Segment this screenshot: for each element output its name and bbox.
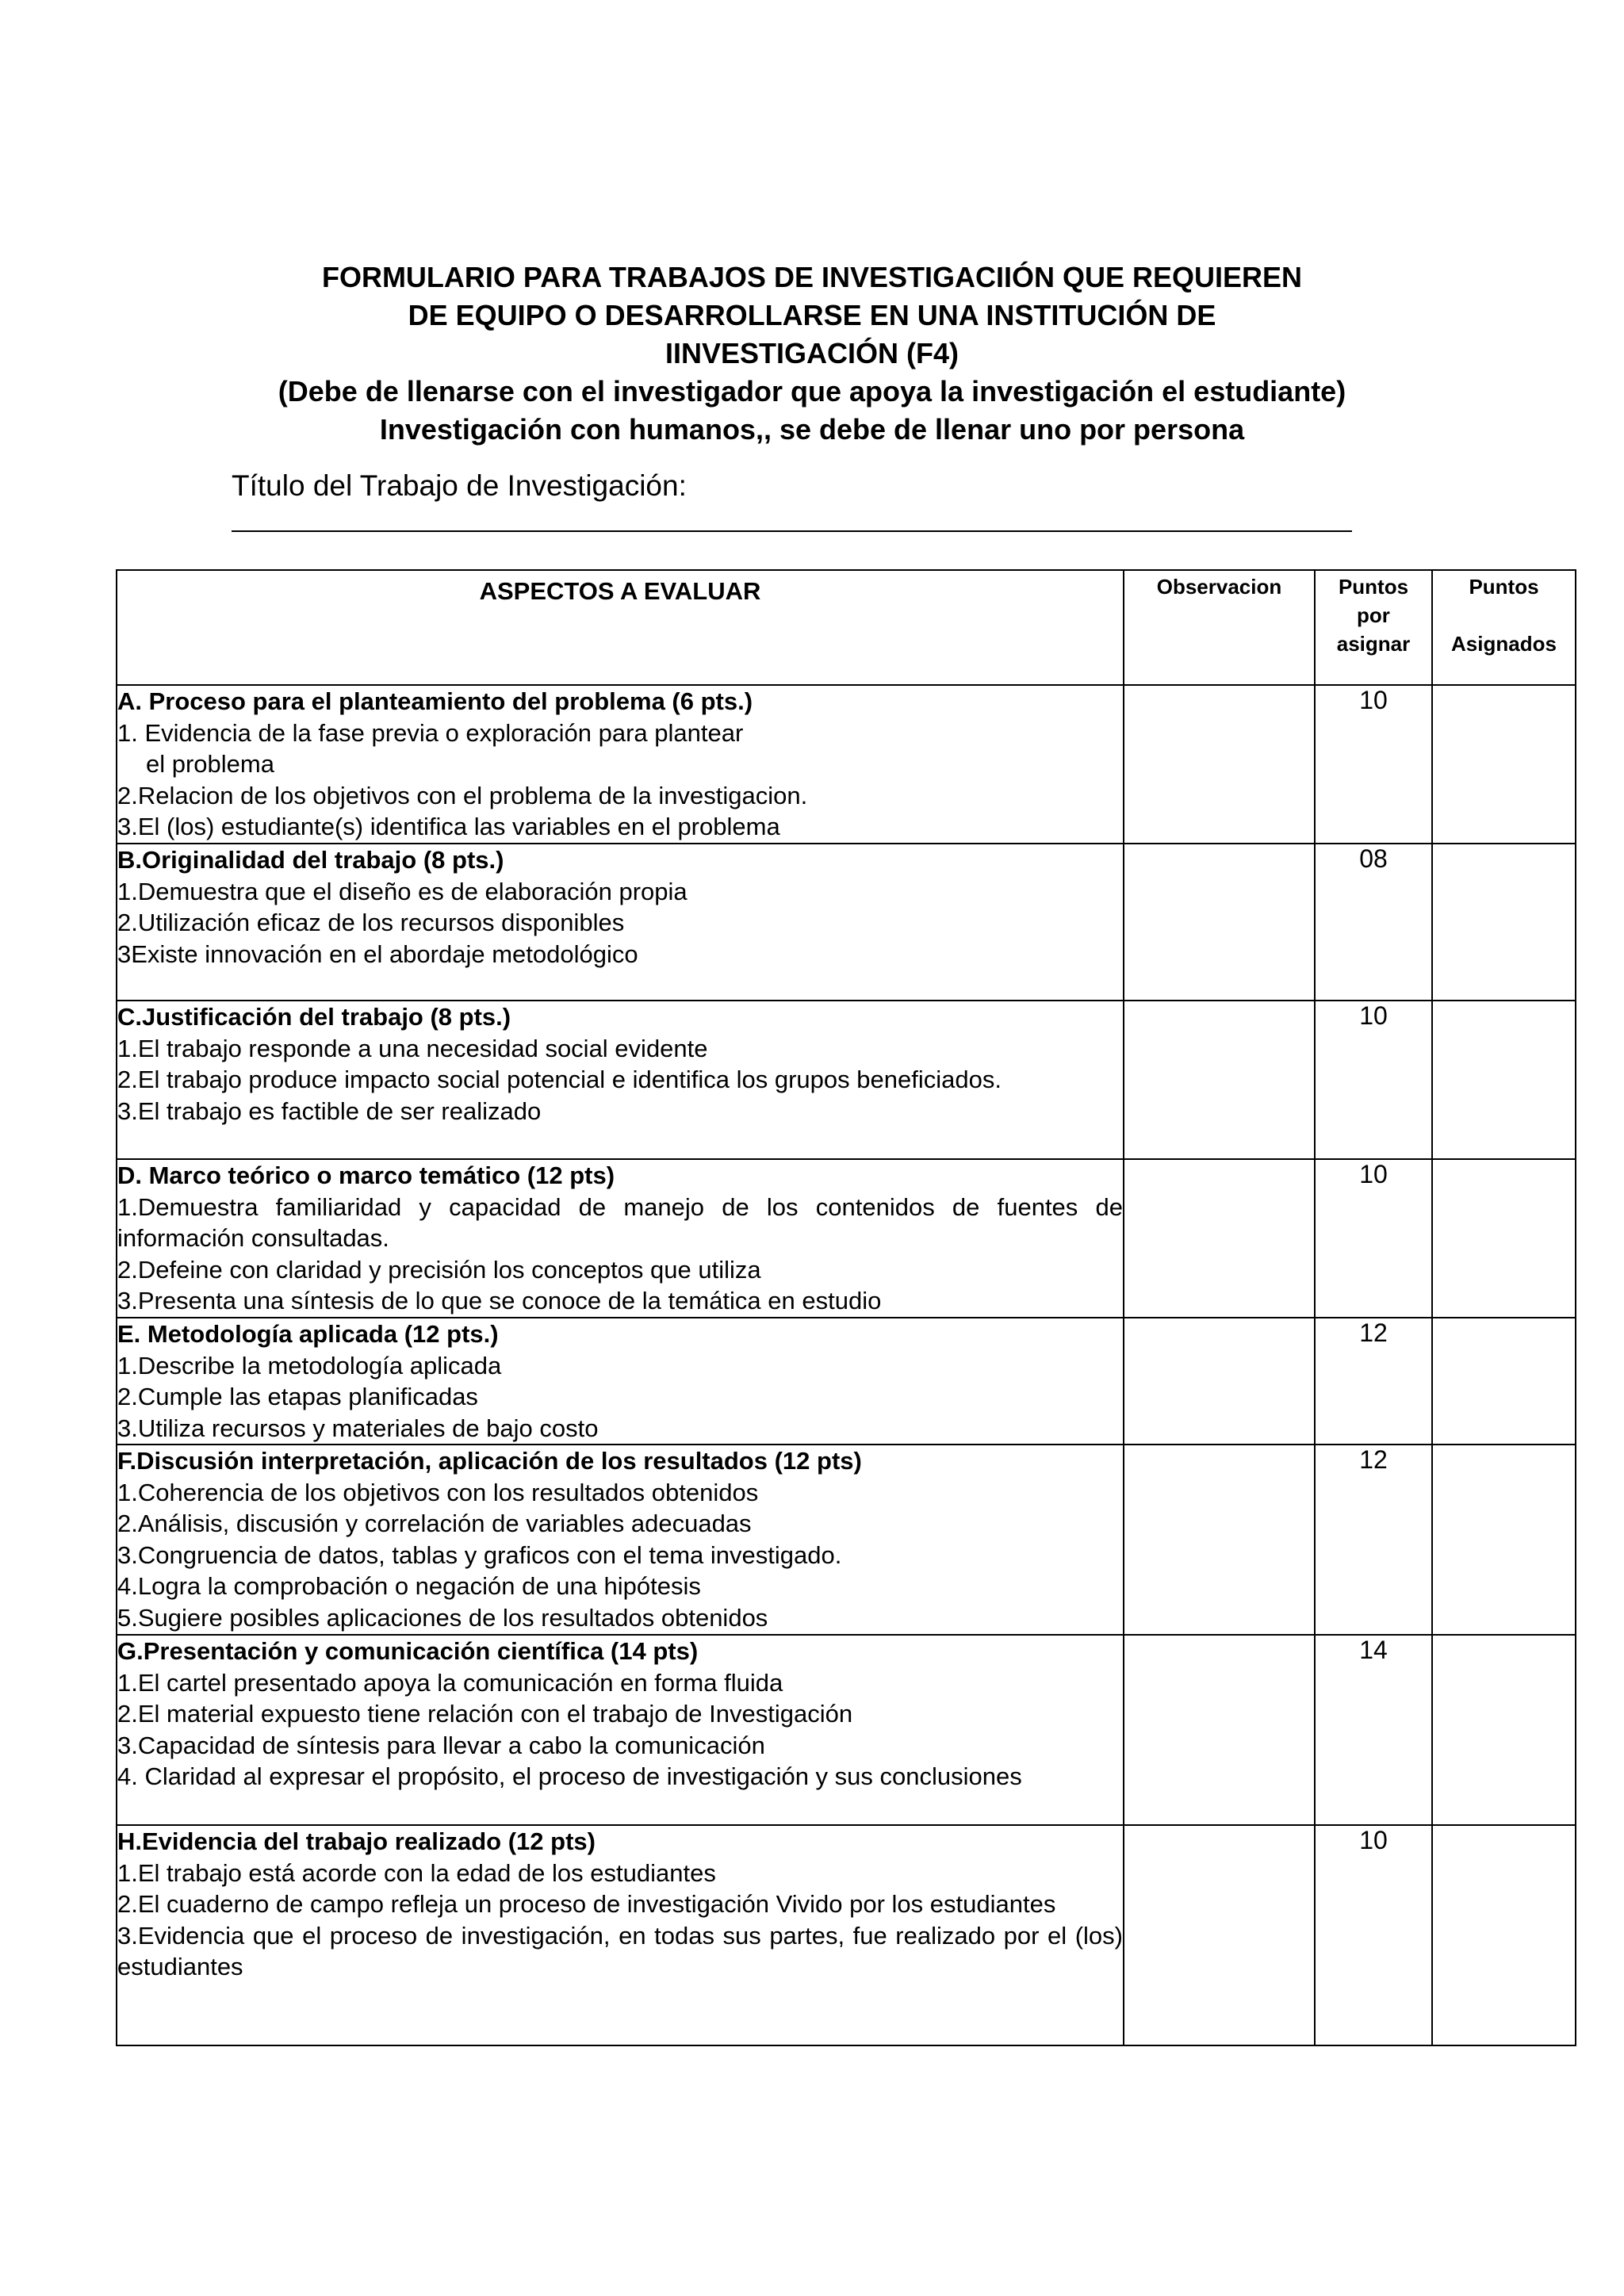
criterion-f [117, 1445, 1124, 1635]
table-row [117, 1318, 1576, 1445]
research-title-label: Título del Trabajo de Investigación: [232, 469, 687, 502]
criterion-title: D. Marco teórico o marco temático (12 pts) [117, 1161, 615, 1189]
criterion-item: 3.El trabajo es factible de ser realizado [117, 1096, 542, 1125]
criterion-item: 3Existe innovación en el abordaje metodológico [117, 939, 638, 968]
criterion-title: B.Originalidad del trabajo (8 pts.) [117, 846, 504, 874]
criterion-item: 4. Claridad al expresar el propósito, el proceso de investigación y sus conclusiones [117, 1762, 1022, 1790]
puntos-asignar-header [1315, 570, 1432, 685]
table-row [117, 1635, 1576, 1825]
criterion-item: 1. Evidencia de la fase previa o exploración para plantear [117, 718, 744, 747]
heading-line-4: (Debe de llenarse con el investigador que apoya la investigación el estudiante) [278, 375, 1346, 408]
points-to-assign: 10 [1315, 1159, 1432, 1318]
table-row [117, 685, 1576, 844]
criterion-c [117, 1001, 1124, 1159]
heading-line-5: Investigación con humanos,, se debe de llenar uno por persona [379, 413, 1245, 446]
criterion-title: F.Discusión interpretación, aplicación de los resultados (12 pts) [117, 1447, 862, 1475]
assigned-points-cell[interactable] [1432, 1825, 1576, 2045]
table-row [117, 844, 1576, 1001]
criterion-item: 2.Utilización eficaz de los recursos disponibles [117, 909, 625, 936]
criterion-item: 3.Evidencia que el proceso de investigación, en todas sus partes, fue realizado por el (los) estudiantes [117, 1921, 1123, 1980]
criterion-item: 3.El (los) estudiante(s) identifica las variables en el problema [117, 813, 780, 840]
assigned-points-cell[interactable] [1432, 1001, 1576, 1159]
criterion-item: 3.Utiliza recursos y materiales de bajo costo [117, 1414, 599, 1442]
criterion-item: 1.Demuestra que el diseño es de elaboración propia [117, 877, 688, 905]
criterion-title: E. Metodología aplicada (12 pts.) [117, 1320, 499, 1348]
criterion-title: H.Evidencia del trabajo realizado (12 pts) [117, 1827, 596, 1855]
criterion-item: 1.Coherencia de los objetivos con los resultados obtenidos [117, 1478, 759, 1506]
observacion-header [1124, 570, 1315, 685]
observation-cell[interactable] [1124, 1635, 1315, 1825]
observation-cell[interactable] [1124, 1825, 1315, 2045]
criterion-item: 1.El trabajo responde a una necesidad social evidente [117, 1034, 708, 1062]
observation-cell[interactable] [1124, 1318, 1315, 1445]
evaluation-table [116, 569, 1576, 2046]
assigned-points-cell[interactable] [1432, 1635, 1576, 1825]
points-to-assign: 14 [1315, 1635, 1432, 1825]
puntos-asignar-line-2: por [1357, 603, 1390, 627]
observacion-header-label: Observacion [1156, 575, 1282, 599]
heading-line-3: IINVESTIGACIÓN (F4) [665, 337, 959, 369]
criterion-item: 2.El trabajo produce impacto social potencial e identifica los grupos beneficiados. [117, 1066, 1002, 1093]
assigned-points-cell[interactable] [1432, 1445, 1576, 1635]
puntos-asignados-line-2: Asignados [1451, 632, 1557, 656]
criterion-b [117, 844, 1124, 1001]
criterion-item: 4.Logra la comprobación o negación de una hipótesis [117, 1572, 701, 1600]
criterion-item: 3.Presenta una síntesis de lo que se conoce de la temática en estudio [117, 1287, 882, 1314]
table-row [117, 1445, 1576, 1635]
points-to-assign: 08 [1315, 844, 1432, 1001]
criterion-d [117, 1159, 1124, 1318]
criterion-item: 1.El trabajo está acorde con la edad de los estudiantes [117, 1858, 716, 1887]
points-to-assign: 12 [1315, 1445, 1432, 1635]
criterion-item: el problema [146, 750, 274, 778]
points-to-assign: 10 [1315, 1001, 1432, 1159]
criterion-item: 1.Describe la metodología aplicada [117, 1351, 502, 1380]
points-to-assign: 10 [1315, 685, 1432, 844]
research-title-field[interactable] [232, 530, 1352, 532]
criterion-item: 1.El cartel presentado apoya la comunicación en forma fluida [117, 1668, 783, 1697]
puntos-asignar-line-3: asignar [1336, 632, 1411, 656]
criterion-item: 2.El material expuesto tiene relación con el trabajo de Investigación [117, 1700, 853, 1728]
table-header-row [117, 570, 1576, 685]
puntos-asignados-line-1: Puntos [1469, 575, 1539, 599]
criterion-item: 5.Sugiere posibles aplicaciones de los resultados obtenidos [117, 1603, 768, 1632]
points-to-assign: 10 [1315, 1825, 1432, 2045]
observation-cell[interactable] [1124, 1001, 1315, 1159]
table-row [117, 1159, 1576, 1318]
aspects-header-label: ASPECTOS A EVALUAR [479, 577, 761, 605]
observation-cell[interactable] [1124, 844, 1315, 1001]
criterion-item: 2.El cuaderno de campo refleja un proceso de investigación Vivido por los estudiantes [117, 1890, 1056, 1918]
assigned-points-cell[interactable] [1432, 1159, 1576, 1318]
criterion-item: 1.Demuestra familiaridad y capacidad de manejo de los contenidos de fuentes de información consultadas. [117, 1192, 1123, 1252]
criterion-item: 2.Defeine con claridad y precisión los conceptos que utiliza [117, 1255, 761, 1284]
criterion-item: 2.Cumple las etapas planificadas [117, 1383, 478, 1410]
criterion-title: G.Presentación y comunicación científica (14 pts) [117, 1637, 699, 1665]
form-heading [0, 258, 1624, 449]
observation-cell[interactable] [1124, 1445, 1315, 1635]
observation-cell[interactable] [1124, 1159, 1315, 1318]
criterion-item: 3.Congruencia de datos, tablas y graficos con el tema investigado. [117, 1540, 842, 1569]
puntos-asignar-line-1: Puntos [1338, 575, 1409, 599]
table-row [117, 1001, 1576, 1159]
aspects-header [117, 570, 1124, 685]
criterion-item: 2.Relacion de los objetivos con el problema de la investigacion. [117, 781, 808, 809]
criterion-h [117, 1825, 1124, 2045]
criterion-title: A. Proceso para el planteamiento del problema (6 pts.) [117, 687, 753, 715]
criterion-item: 2.Análisis, discusión y correlación de variables adecuadas [117, 1510, 752, 1537]
observation-cell[interactable] [1124, 685, 1315, 844]
criterion-g [117, 1635, 1124, 1825]
table-row [117, 1825, 1576, 2045]
assigned-points-cell[interactable] [1432, 1318, 1576, 1445]
criterion-e [117, 1318, 1124, 1445]
points-to-assign: 12 [1315, 1318, 1432, 1445]
criterion-a [117, 685, 1124, 844]
heading-line-1: FORMULARIO PARA TRABAJOS DE INVESTIGACIIÓN QUE REQUIEREN [321, 261, 1303, 293]
puntos-asignados-header [1432, 570, 1576, 685]
criterion-item: 3.Capacidad de síntesis para llevar a cabo la comunicación [117, 1731, 765, 1759]
assigned-points-cell[interactable] [1432, 844, 1576, 1001]
heading-line-2: DE EQUIPO O DESARROLLARSE EN UNA INSTITUCIÓN DE [408, 299, 1216, 331]
criterion-title: C.Justificación del trabajo (8 pts.) [117, 1003, 511, 1031]
assigned-points-cell[interactable] [1432, 685, 1576, 844]
